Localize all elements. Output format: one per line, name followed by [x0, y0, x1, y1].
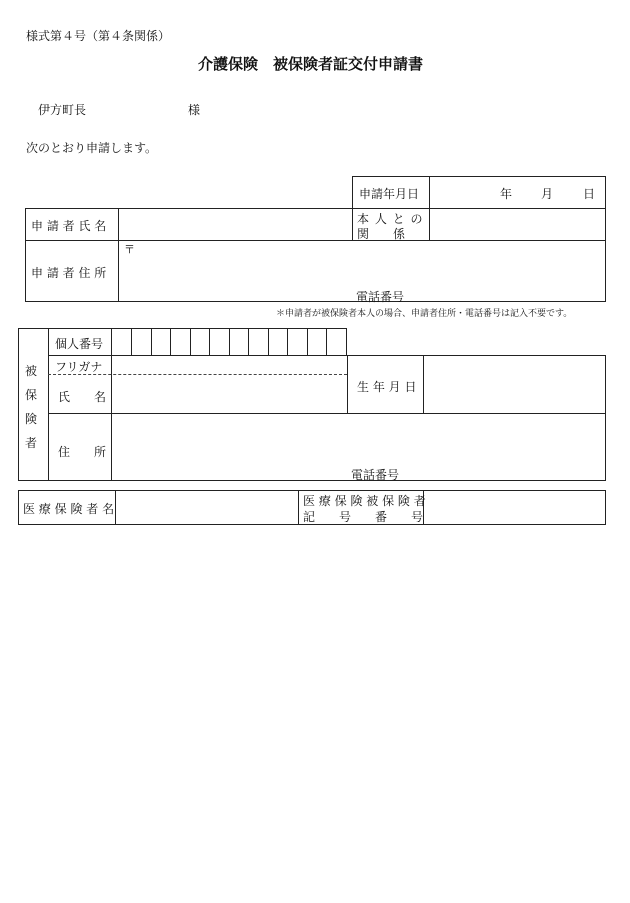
- day-label: 日: [583, 187, 596, 201]
- insured-name-field[interactable]: [112, 376, 346, 412]
- personal-number-label: 個人番号: [55, 337, 104, 351]
- insured-phone-label: 電話番号: [351, 468, 400, 482]
- page-title: 介護保険 被保険者証交付申請書: [198, 55, 424, 73]
- insured-address-label: 住 所: [58, 445, 107, 459]
- furigana-label: フリガナ: [55, 360, 103, 374]
- birth-date-label: 生 年 月 日: [357, 380, 417, 394]
- applicant-address-label: 申 請 者 住 所: [31, 266, 107, 280]
- insured-number-field[interactable]: [424, 491, 605, 524]
- postal-mark: 〒: [124, 243, 135, 256]
- side-char-3: 険: [25, 412, 38, 426]
- insured-side-label-box: [18, 328, 49, 481]
- birth-date-field[interactable]: [424, 356, 605, 412]
- application-date-field[interactable]: [430, 177, 605, 208]
- applicant-note: ＊申請者が被保険者本人の場合、申請者住所・電話番号は記入不要です。: [276, 309, 573, 319]
- side-char-2: 保: [25, 388, 38, 402]
- form-number: 様式第４号（第４条関係）: [26, 29, 171, 43]
- date-label: 申請年月日: [359, 187, 420, 201]
- relation-field[interactable]: [430, 209, 605, 239]
- furigana-field[interactable]: [112, 356, 346, 374]
- relation-label-1: 本 人 と の: [357, 212, 424, 226]
- year-label: 年: [500, 187, 513, 201]
- month-label: 月: [541, 187, 554, 201]
- insured-number-label-1: 医 療 保 険 被 保 険 者: [303, 494, 426, 508]
- insurer-name-field[interactable]: [116, 491, 297, 524]
- relation-label-2: 関 係: [357, 227, 406, 241]
- honorific: 様: [188, 103, 201, 117]
- insured-number-label-2: 記 号 番 号: [303, 510, 424, 524]
- addressee: 伊方町長: [38, 103, 87, 117]
- insurer-name-label: 医 療 保 険 者 名: [23, 502, 115, 516]
- applicant-name-label: 申 請 者 氏 名: [31, 219, 107, 233]
- applicant-name-field[interactable]: [119, 209, 351, 239]
- insured-name-label: 氏 名: [58, 390, 107, 404]
- intro-text: 次のとおり申請します。: [26, 141, 158, 155]
- personal-number-field[interactable]: [112, 329, 346, 355]
- side-char-1: 被: [25, 364, 38, 378]
- side-char-4: 者: [25, 436, 38, 450]
- applicant-phone-label: 電話番号: [356, 290, 405, 304]
